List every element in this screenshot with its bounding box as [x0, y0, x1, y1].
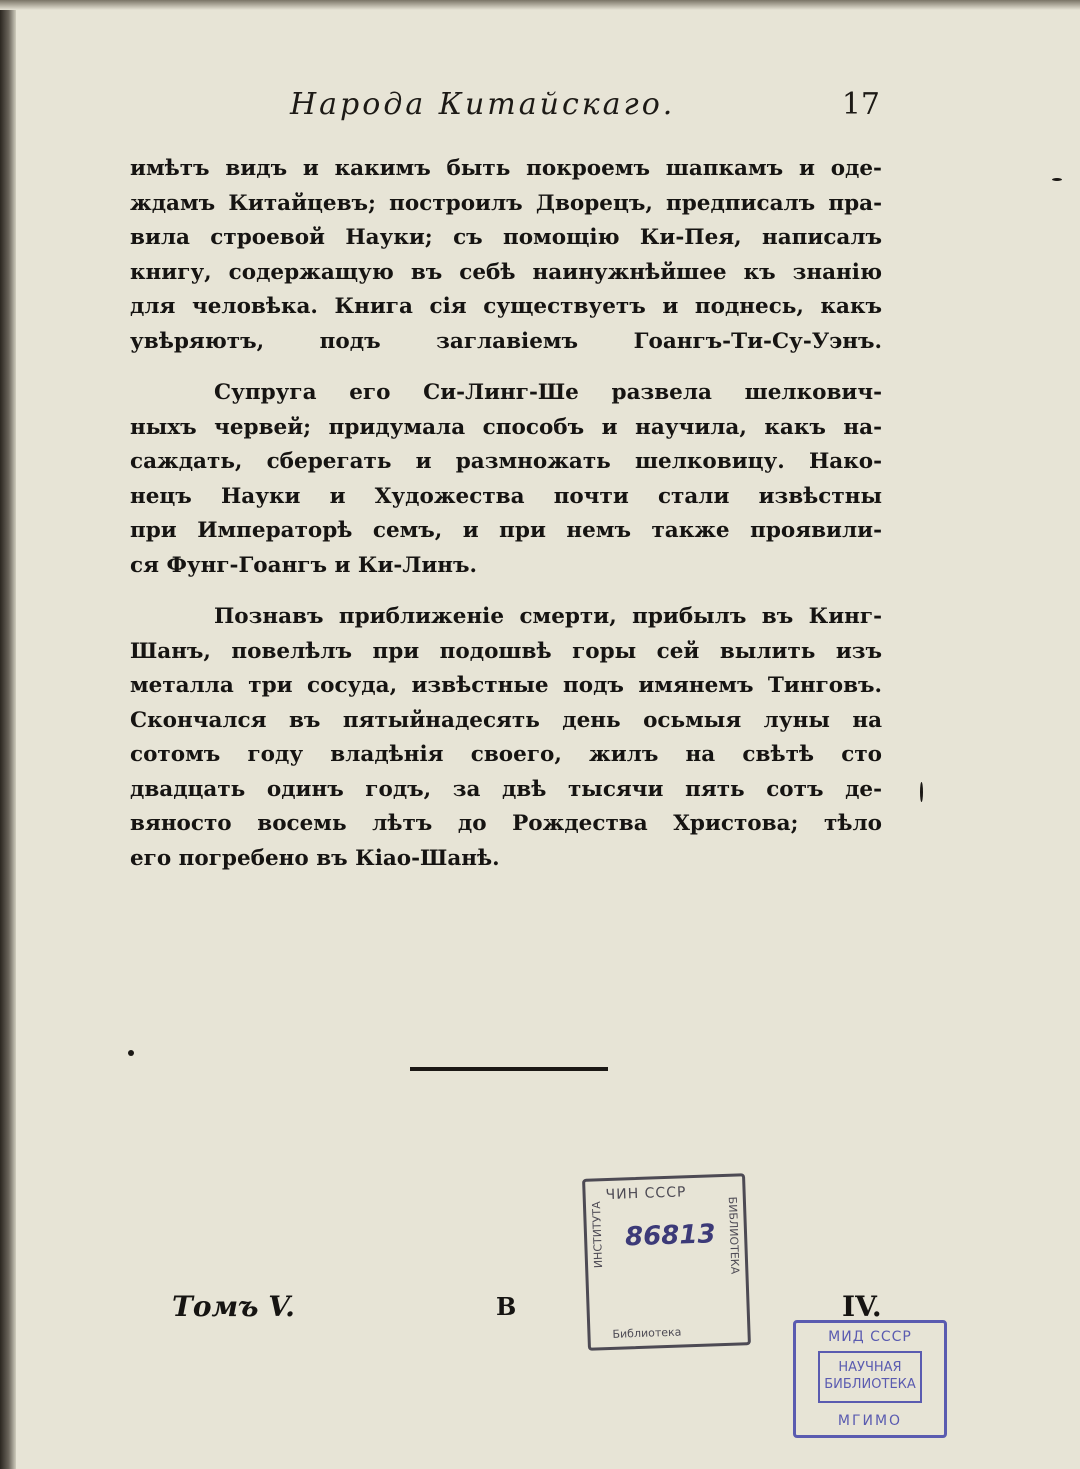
- text-line: его погребено въ Кіао-Шанѣ.: [130, 845, 500, 871]
- paragraph-3: [130, 600, 882, 876]
- text-line: сотомъ году владѣнія своего, жилъ на свѣтѣ сто: [130, 742, 882, 767]
- ink-speck: [1052, 178, 1062, 181]
- paragraph-1: [130, 152, 882, 359]
- signature-letter: В: [496, 1292, 517, 1321]
- text-line: ныхъ червей; придумала способъ и научила, какъ на-: [130, 414, 882, 440]
- text-line: двадцать одинъ годъ, за двѣ тысячи пять сотъ де-: [130, 776, 882, 802]
- text-line: Познавъ приближеніе смерти, прибылъ въ Кинг-: [214, 604, 882, 629]
- volume-label: Томъ V.: [172, 1290, 295, 1323]
- mgimo-stamp-middle: НАУЧНАЯ БИБЛИОТЕКА: [818, 1351, 922, 1403]
- sheet-number: IV.: [842, 1290, 882, 1323]
- mgimo-stamp-bottom: МГИМО: [837, 1413, 903, 1429]
- text-line: увѣряютъ, подъ заглавіемъ Гоангъ-Ти-Су-Уэнъ.: [130, 328, 882, 354]
- ink-speck: [920, 782, 923, 802]
- body-text: [130, 152, 882, 876]
- text-line: вяносто восемь лѣтъ до Рождества Христова; тѣло: [130, 811, 882, 836]
- text-line: нецъ Науки и Художества почти стали извѣстны: [130, 483, 882, 509]
- mgimo-stamp-top: МИД СССР: [828, 1329, 912, 1345]
- ink-speck: [128, 1050, 134, 1056]
- library-stamp-side-right: БИБЛИОТЕКА: [725, 1196, 742, 1275]
- paragraph-2: [130, 376, 882, 583]
- library-stamp: [582, 1173, 751, 1351]
- text-line: книгу, содержащую въ себѣ наинужнѣйшее къ знанію: [130, 259, 882, 285]
- text-line: имѣтъ видъ и какимъ быть покроемъ шапкамъ и оде-: [130, 156, 882, 181]
- text-line: ся Фунг-Гоангъ и Ки-Линъ.: [130, 552, 477, 578]
- text-line: Скончался въ пятыйнадесять день осьмыя луны на: [130, 707, 882, 733]
- library-stamp-number: 86813: [624, 1219, 717, 1253]
- running-header: [130, 85, 880, 135]
- text-line: ждамъ Китайцевъ; построилъ Дворецъ, предписалъ пра-: [130, 190, 882, 216]
- library-stamp-side-left: ИНСТИТУТА: [589, 1201, 606, 1269]
- section-divider-rule: [410, 1067, 608, 1071]
- mgimo-library-stamp: [793, 1320, 947, 1438]
- text-line: металла три сосуда, извѣстные подъ имянемъ Тинговъ.: [130, 673, 882, 698]
- page-number: 17: [841, 87, 880, 122]
- library-stamp-top: ЧИН СССР: [605, 1184, 687, 1204]
- text-line: саждать, сберегать и размножать шелковицу. Нако-: [130, 449, 882, 474]
- text-line: Шанъ, повелѣлъ при подошвѣ горы сей вылить изъ: [130, 638, 882, 664]
- book-binding-edge: [0, 0, 16, 1469]
- page-top-edge: [0, 0, 1080, 10]
- library-stamp-bottom: Библиотека: [612, 1325, 682, 1341]
- text-line: Супруга его Си-Линг-Ше развела шелкович-: [214, 380, 882, 405]
- text-line: для человѣка. Книга сія существуетъ и поднесь, какъ: [130, 294, 882, 319]
- text-line: вила строевой Науки; съ помощію Ки-Пея, написалъ: [130, 225, 882, 250]
- text-line: при Императорѣ семъ, и при немъ также проявили-: [130, 518, 882, 543]
- running-title: Народа Китайскаго.: [290, 87, 676, 122]
